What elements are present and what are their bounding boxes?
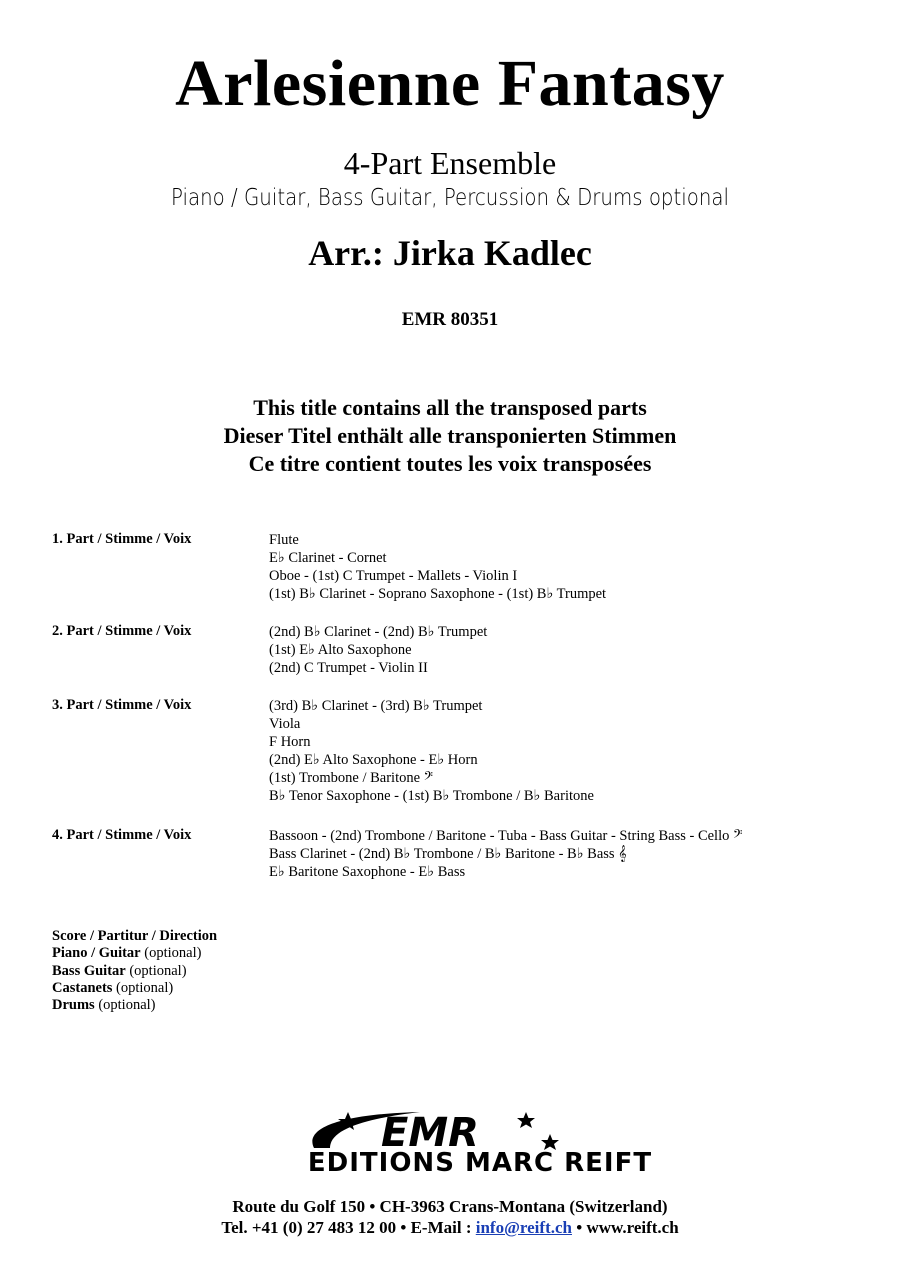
logo-mark-text: EMR (381, 1110, 479, 1152)
additional-parts (52, 928, 217, 1014)
extra-part-name: Drums (52, 997, 95, 1014)
contact-phone: Tel. +41 (0) 27 483 12 00 • E-Mail : (221, 1218, 476, 1237)
extra-part (52, 980, 217, 997)
instrument-line: (1st) B♭ Clarinet - Soprano Saxophone - (1st) B♭ Trumpet (269, 586, 607, 602)
instrument-line: (2nd) C Trumpet - Violin II (269, 660, 428, 676)
extra-part-name: Piano / Guitar (52, 945, 141, 962)
notice-french: Ce titre contient toutes les voix transposées (248, 451, 652, 476)
instrument-line: (2nd) B♭ Clarinet - (2nd) B♭ Trumpet (269, 624, 488, 640)
instrument-line: Bass Clarinet - (2nd) B♭ Trombone / B♭ Baritone - B♭ Bass 𝄞 (269, 846, 627, 862)
website-link[interactable]: www.reift.ch (586, 1218, 679, 1237)
part-label: 1. Part / Stimme / Voix (52, 531, 192, 547)
extra-part-name: Bass Guitar (52, 962, 126, 979)
transposition-notice (0, 394, 900, 478)
logo-publisher-name: EDITIONS MARC REIFT (307, 1148, 653, 1178)
part-label: 4. Part / Stimme / Voix (52, 827, 192, 843)
extra-part-name: Score / Partitur / Direction (52, 928, 218, 944)
instrument-line: E♭ Baritone Saxophone - E♭ Bass (269, 864, 466, 880)
instrument-line: B♭ Tenor Saxophone - (1st) B♭ Trombone / B♭ Baritone (269, 788, 594, 804)
extra-part (52, 997, 217, 1014)
extra-part-name: Castanets (52, 979, 113, 996)
instrument-line: (1st) Trombone / Baritone 𝄢 (269, 770, 433, 786)
arranger-credit: Arr.: Jirka Kadlec (308, 233, 592, 273)
extra-part-note: (optional) (98, 997, 156, 1014)
notice-german: Dieser Titel enthält alle transponierten Stimmen (223, 423, 677, 448)
extra-part (52, 945, 217, 962)
extra-part-note: (optional) (129, 962, 187, 979)
page-title: Arlesienne Fantasy (175, 47, 725, 120)
extra-part-note: (optional) (116, 979, 174, 996)
instrument-line: F Horn (269, 734, 311, 750)
publisher-contact (0, 1218, 900, 1238)
contact-separator: • (571, 1218, 587, 1237)
part-instruments (269, 827, 742, 881)
extra-part (52, 963, 217, 980)
publisher-logo (300, 1108, 660, 1178)
instrument-line: E♭ Clarinet - Cornet (269, 550, 387, 566)
instrumentation-line: Piano / Guitar, Bass Guitar, Percussion & Drums optional (170, 185, 730, 211)
instrument-line: Flute (269, 532, 299, 548)
extra-part-note: (optional) (144, 945, 202, 962)
part-instruments (269, 531, 606, 603)
instrument-line: (3rd) B♭ Clarinet - (3rd) B♭ Trumpet (269, 698, 483, 714)
part-instruments (269, 697, 594, 805)
part-instruments (269, 623, 487, 677)
instrument-line: (2nd) E♭ Alto Saxophone - E♭ Horn (269, 752, 478, 768)
part-label: 3. Part / Stimme / Voix (52, 697, 192, 713)
instrument-line: Viola (269, 716, 301, 732)
instrument-line: (1st) E♭ Alto Saxophone (269, 642, 412, 658)
publisher-address: Route du Golf 150 • CH-3963 Crans-Montana (Switzerland) (232, 1197, 668, 1216)
ensemble-subtitle: 4-Part Ensemble (343, 145, 557, 181)
extra-part (52, 928, 217, 945)
email-link[interactable]: info@reift.ch (475, 1218, 572, 1237)
notice-english: This title contains all the transposed parts (253, 395, 647, 420)
part-label: 2. Part / Stimme / Voix (52, 623, 192, 639)
emr-logo-mark (300, 1108, 660, 1152)
instrument-line: Oboe - (1st) C Trumpet - Mallets - Violin I (269, 568, 518, 584)
catalog-number: EMR 80351 (401, 309, 499, 330)
instrument-line: Bassoon - (2nd) Trombone / Baritone - Tuba - Bass Guitar - String Bass - Cello 𝄢 (269, 828, 743, 844)
